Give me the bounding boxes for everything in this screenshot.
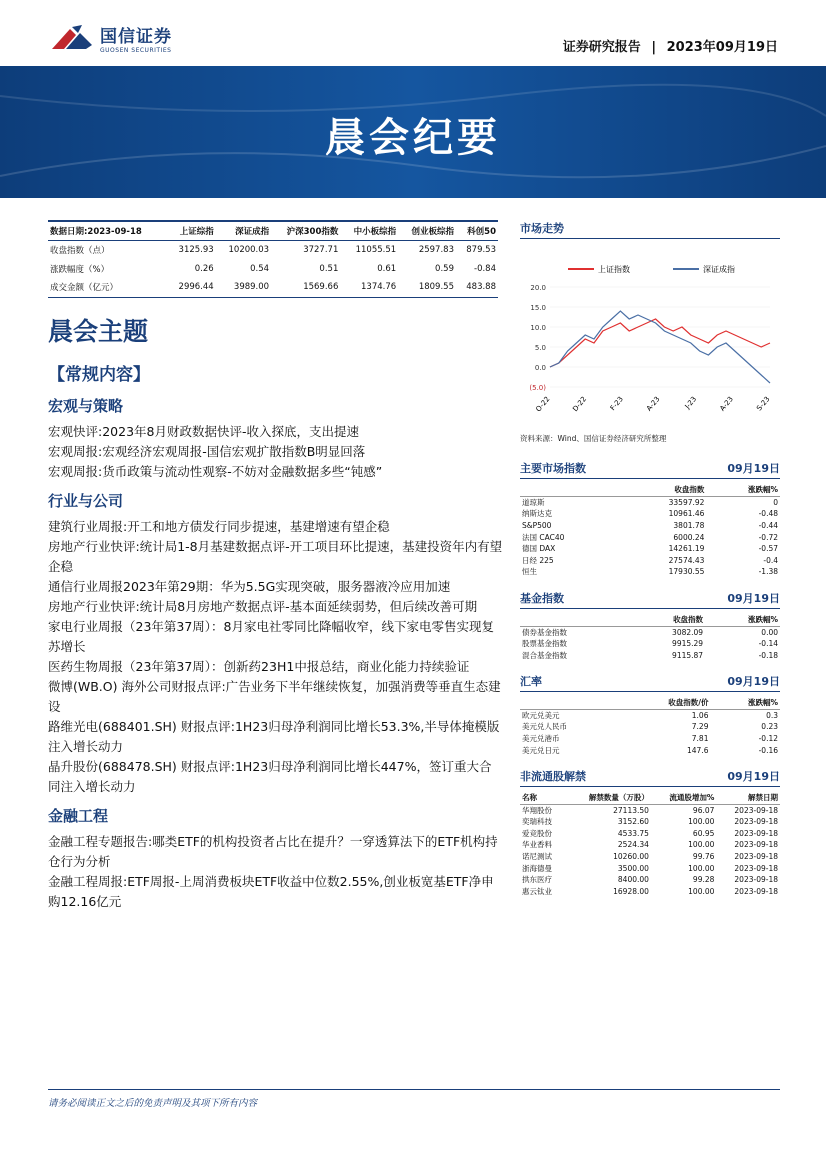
report-type: 证券研究报告	[562, 40, 641, 55]
market-tables	[520, 460, 780, 897]
table-cell: 爱竞股份	[522, 828, 552, 838]
table-cell: 2524.34	[617, 840, 649, 850]
fund-indices-title	[520, 590, 780, 609]
table-cell: 成交金额（亿元）	[48, 278, 167, 297]
table-cell: 日经 225	[522, 555, 554, 565]
fx-table	[520, 696, 780, 756]
table-cell: 3989.00	[216, 278, 271, 297]
table-cell: 2023-09-18	[734, 863, 778, 873]
global-indices-title	[520, 460, 780, 479]
table-cell: 3727.71	[303, 244, 339, 255]
table-cell: 2597.83	[418, 244, 454, 255]
table-cell: 债券基金指数	[522, 627, 567, 637]
report-item[interactable]: 房地产行业快评:统计局8月房地产数据点评-基本面延续弱势，但后续改善可期	[48, 599, 478, 614]
x-tick-label: D-22	[571, 395, 589, 414]
logo	[50, 22, 172, 54]
table-cell: -0.4	[763, 555, 778, 565]
header-cell: 收盘指数/价	[620, 696, 710, 710]
header-cell: 解禁日期	[716, 791, 780, 805]
report-item[interactable]: 宏观周报:宏观经济宏观周报-国信宏观扩散指数B明显回落	[48, 444, 366, 459]
main-subtitle: 【常规内容】	[48, 365, 150, 385]
table-cell: 0.51	[319, 263, 339, 274]
table-cell: 拱东医疗	[522, 875, 552, 885]
table-cell: -0.57	[758, 544, 778, 554]
logo-mark-icon	[50, 23, 94, 53]
table-cell: 收盘指数（点）	[50, 245, 110, 256]
table-cell: 3500.00	[617, 863, 649, 873]
separator: |	[651, 40, 657, 55]
table-header-row	[520, 696, 780, 710]
table-cell: 879.53	[466, 244, 496, 255]
section-heading: 宏观与策略	[48, 397, 124, 415]
header-cell: 涨跌幅%	[706, 483, 780, 497]
table-cell: 0.26	[194, 263, 214, 274]
header-cell: 涨跌幅%	[705, 613, 780, 627]
y-tick-label: 0.0	[534, 364, 546, 372]
header-cell: 中小板综指	[340, 221, 398, 240]
table-header-row	[520, 483, 780, 497]
table-row	[520, 709, 780, 721]
table-row	[520, 862, 780, 874]
table-cell: 0.00	[761, 627, 778, 637]
report-item[interactable]: 路维光电(688401.SH) 财报点评:1H23归母净利润同比增长53.3%,半导体掩模版注入增长动力	[48, 719, 500, 754]
table-cell: 9115.87	[672, 650, 704, 660]
table-cell: 11055.51	[355, 244, 397, 255]
table-cell: 1809.55	[398, 278, 456, 297]
table-row	[520, 874, 780, 886]
table-cell: 2023-09-18	[734, 805, 778, 815]
x-tick-label: J-23	[683, 395, 699, 411]
section-title: 市场走势	[520, 222, 564, 235]
table-cell: 10200.03	[228, 244, 270, 255]
section-list	[48, 395, 503, 912]
table-row	[520, 839, 780, 851]
table-cell: 14261.19	[668, 544, 705, 554]
x-tick-label: F-23	[608, 395, 625, 413]
table-cell: 0.61	[377, 263, 397, 274]
table-cell: 0.3	[766, 710, 778, 720]
table-cell: 欧元兑美元	[522, 710, 560, 720]
header-cell: 名称	[520, 791, 565, 805]
table-cell: 2023-09-18	[734, 851, 778, 861]
x-tick-label: A-23	[645, 395, 662, 413]
header-cell: 流通股增加%	[651, 791, 716, 805]
table-cell: 0.54	[250, 263, 270, 274]
table-row	[48, 278, 498, 297]
global-indices-table	[520, 483, 780, 578]
report-item[interactable]: 金融工程专题报告:哪类ETF的机构投资者占比在提升？一穿透算法下的ETF机构持仓行为分析	[48, 834, 498, 869]
table-header-row	[520, 613, 780, 627]
y-tick-label: (5.0)	[529, 384, 546, 392]
table-cell: 6000.24	[673, 532, 705, 542]
table-cell: 99.28	[692, 875, 715, 885]
table-row	[520, 804, 780, 816]
table-cell: 27574.43	[668, 555, 705, 565]
y-tick-label: 20.0	[530, 284, 546, 292]
table-cell: 股票基金指数	[522, 639, 567, 649]
table-row	[520, 885, 780, 897]
table-cell: 3082.09	[672, 627, 704, 637]
section-title: 基金指数	[520, 591, 564, 605]
table-cell: 0.59	[435, 263, 454, 274]
fx-title	[520, 673, 780, 692]
table-cell: 4533.75	[617, 828, 649, 838]
header-cell: 解禁数量（万股）	[565, 791, 651, 805]
section-heading: 金融工程	[48, 807, 109, 825]
table-cell: -0.72	[758, 532, 778, 542]
table-row	[520, 816, 780, 828]
table-row	[520, 497, 780, 509]
table-cell: 0	[773, 498, 778, 508]
y-tick-label: 5.0	[534, 344, 546, 352]
x-tick-label: A-23	[718, 395, 735, 413]
report-item[interactable]: 宏观周报:货币政策与流动性观察-不妨对金融数据多些“钝感”	[48, 464, 383, 479]
table-cell: 100.00	[688, 817, 715, 827]
chart-source: 资料来源：Wind、国信证券经济研究所整理	[520, 434, 667, 443]
legend-label: 上证指数	[598, 265, 630, 274]
table-row	[520, 520, 780, 532]
main-title: 晨会主题	[48, 317, 149, 346]
table-cell: 147.6	[687, 745, 709, 755]
report-item[interactable]: 家电行业周报（23年第37周）：8月家电社零同比降幅收窄，线下家电零售实现复苏增长	[48, 619, 495, 654]
table-cell: 3125.93	[178, 244, 214, 255]
header-cell: 深证成指	[216, 221, 271, 240]
table-cell: 9915.29	[672, 639, 704, 649]
table-cell: 德国 DAX	[522, 544, 556, 554]
table-cell: 60.95	[692, 828, 715, 838]
table-cell: 奕瑞科技	[522, 817, 552, 827]
market-chart	[520, 257, 780, 427]
section-date: 09月19日	[727, 674, 780, 688]
report-item[interactable]: 金融工程周报:ETF周报-上周消费板块ETF收益中位数2.55%,创业板宽基ETF净申购12.16亿元	[48, 874, 494, 909]
table-cell: -0.18	[758, 650, 778, 660]
table-cell: 华业香料	[522, 840, 552, 850]
report-item[interactable]: 晶升股份(688478.SH) 财报点评:1H23归母净利润同比增长447%，签订重大合同注入增长动力	[48, 759, 492, 794]
table-cell: 0.23	[761, 722, 778, 732]
table-cell: 3801.78	[673, 520, 705, 530]
table-cell: -1.38	[758, 567, 778, 577]
table-cell: 2996.44	[167, 278, 216, 297]
section-title: 非流通股解禁	[520, 769, 586, 783]
table-cell: S&P500	[522, 520, 552, 530]
table-cell: 8400.00	[617, 875, 649, 885]
market-line-chart	[520, 257, 780, 427]
table-cell: 96.07	[692, 805, 715, 815]
table-cell: 诺尼测试	[522, 851, 552, 861]
section-title: 汇率	[520, 674, 542, 688]
x-tick-label: O-22	[534, 395, 552, 414]
report-item[interactable]: 医药生物周报（23年第37周）：创新药23H1中报总结，商业化能力持续验证	[48, 659, 470, 674]
table-row	[520, 851, 780, 863]
header-cell: 科创50	[456, 221, 498, 240]
table-cell: 483.88	[456, 278, 498, 297]
table-cell: 7.81	[691, 733, 709, 743]
header-cell: 上证综指	[167, 221, 216, 240]
table-cell: 道琼斯	[522, 498, 545, 508]
header-cell: 收盘指数	[620, 483, 706, 497]
table-row	[520, 828, 780, 840]
table-cell: 美元兑日元	[522, 745, 560, 755]
table-row	[520, 626, 780, 638]
table-cell: 恒生	[522, 567, 537, 577]
table-cell: -0.48	[758, 509, 778, 519]
table-cell: 100.00	[688, 863, 715, 873]
table-cell: 涨跌幅度（%）	[50, 264, 110, 275]
report-meta	[563, 36, 778, 55]
table-cell: 纳斯达克	[522, 509, 552, 519]
logo-cn: 国信证券	[100, 27, 172, 47]
table-cell: -0.14	[758, 639, 778, 649]
market-trend-title	[520, 220, 780, 239]
table-cell: 27113.50	[613, 805, 649, 815]
report-item[interactable]: 建筑行业周报:开工和地方债发行同步提速，基建增速有望企稳	[48, 519, 390, 534]
table-cell: 100.00	[688, 840, 715, 850]
table-row	[520, 508, 780, 520]
footer-disclaimer: 请务必阅读正文之后的免责声明及其项下所有内容	[48, 1098, 258, 1109]
title-banner	[0, 66, 826, 198]
table-row	[520, 531, 780, 543]
table-cell: 1.06	[691, 710, 709, 720]
report-item[interactable]: 房地产行业快评:统计局1-8月基建数据点评-开工项目环比提速，基建投资年内有望企稳	[48, 539, 503, 574]
table-row	[48, 240, 498, 259]
header-cell: 收盘指数	[628, 613, 705, 627]
table-cell: 16928.00	[613, 886, 649, 896]
table-cell: 100.00	[688, 886, 715, 896]
legend-label: 深证成指	[703, 265, 735, 274]
report-item[interactable]: 宏观快评:2023年8月财政数据快评-收入探底，支出提速	[48, 424, 359, 439]
table-cell: 浙海德曼	[522, 863, 552, 873]
table-cell: 2023-09-18	[734, 886, 778, 896]
table-row	[520, 554, 780, 566]
table-row	[520, 721, 780, 733]
footer-divider	[48, 1089, 780, 1090]
x-tick-label: S-23	[755, 395, 772, 413]
table-row	[520, 566, 780, 578]
table-cell: 法国 CAC40	[522, 532, 565, 542]
table-row	[520, 638, 780, 650]
logo-en: GUOSEN SECURITIES	[100, 47, 172, 54]
y-tick-label: 15.0	[530, 304, 546, 312]
main-content	[48, 312, 503, 912]
table-cell: 混合基金指数	[522, 650, 567, 660]
table-cell: 2023-09-18	[734, 817, 778, 827]
table-cell: -0.12	[758, 733, 778, 743]
section-heading: 行业与公司	[48, 492, 124, 510]
y-tick-label: 10.0	[530, 324, 546, 332]
header-cell: 创业板综指	[398, 221, 456, 240]
page-header	[0, 0, 826, 62]
table-cell: 2023-09-18	[734, 840, 778, 850]
table-cell: 美元兑人民币	[522, 722, 567, 732]
table-row	[520, 649, 780, 661]
table-header-row	[520, 791, 780, 805]
table-cell: 2023-09-18	[734, 875, 778, 885]
table-cell: 华翔股份	[522, 805, 552, 815]
header-cell	[520, 483, 620, 497]
header-cell: 沪深300指数	[271, 221, 340, 240]
header-cell	[520, 613, 628, 627]
fund-indices-table	[520, 613, 780, 661]
table-cell: -0.84	[474, 263, 496, 274]
table-cell: 3152.60	[617, 817, 649, 827]
table-row	[520, 733, 780, 745]
table-cell: 美元兑港币	[522, 733, 560, 743]
table-cell: -0.16	[758, 745, 778, 755]
header-cell: 涨跌幅%	[710, 696, 780, 710]
table-cell: 10260.00	[613, 851, 649, 861]
table-cell: 1569.66	[271, 278, 340, 297]
table-cell: -0.44	[758, 520, 778, 530]
table-header-row	[48, 221, 498, 240]
table-cell: 2023-09-18	[734, 828, 778, 838]
sidebar	[520, 220, 780, 909]
table-row	[520, 543, 780, 555]
table-cell: 10961.46	[668, 509, 705, 519]
table-cell: 17930.55	[668, 567, 705, 577]
table-row	[48, 259, 498, 278]
table-cell: 1374.76	[340, 278, 398, 297]
section-date: 09月19日	[727, 769, 780, 783]
section-date: 09月19日	[727, 462, 780, 475]
table-cell: 99.76	[692, 851, 715, 861]
unlock-table	[520, 791, 780, 897]
index-summary-table	[48, 220, 498, 298]
unlock-title	[520, 768, 780, 787]
table-row	[520, 744, 780, 756]
section-date: 09月19日	[727, 591, 780, 605]
table-cell: 惠云钛业	[522, 886, 552, 896]
section-title: 主要市场指数	[520, 462, 586, 475]
report-item[interactable]: 微博(WB.O) 海外公司财报点评:广告业务下半年继续恢复，加强消费等垂直生态建设	[48, 679, 501, 714]
header-cell: 数据日期:2023-09-18	[48, 221, 167, 240]
page-title: 晨会纪要	[325, 115, 501, 161]
table-cell: 33597.92	[668, 498, 705, 508]
table-cell: 7.29	[691, 722, 709, 732]
report-item[interactable]: 通信行业周报2023年第29期：华为5.5G实现突破，服务器液冷应用加速	[48, 579, 451, 594]
report-date: 2023年09月19日	[666, 40, 778, 55]
header-cell	[520, 696, 620, 710]
